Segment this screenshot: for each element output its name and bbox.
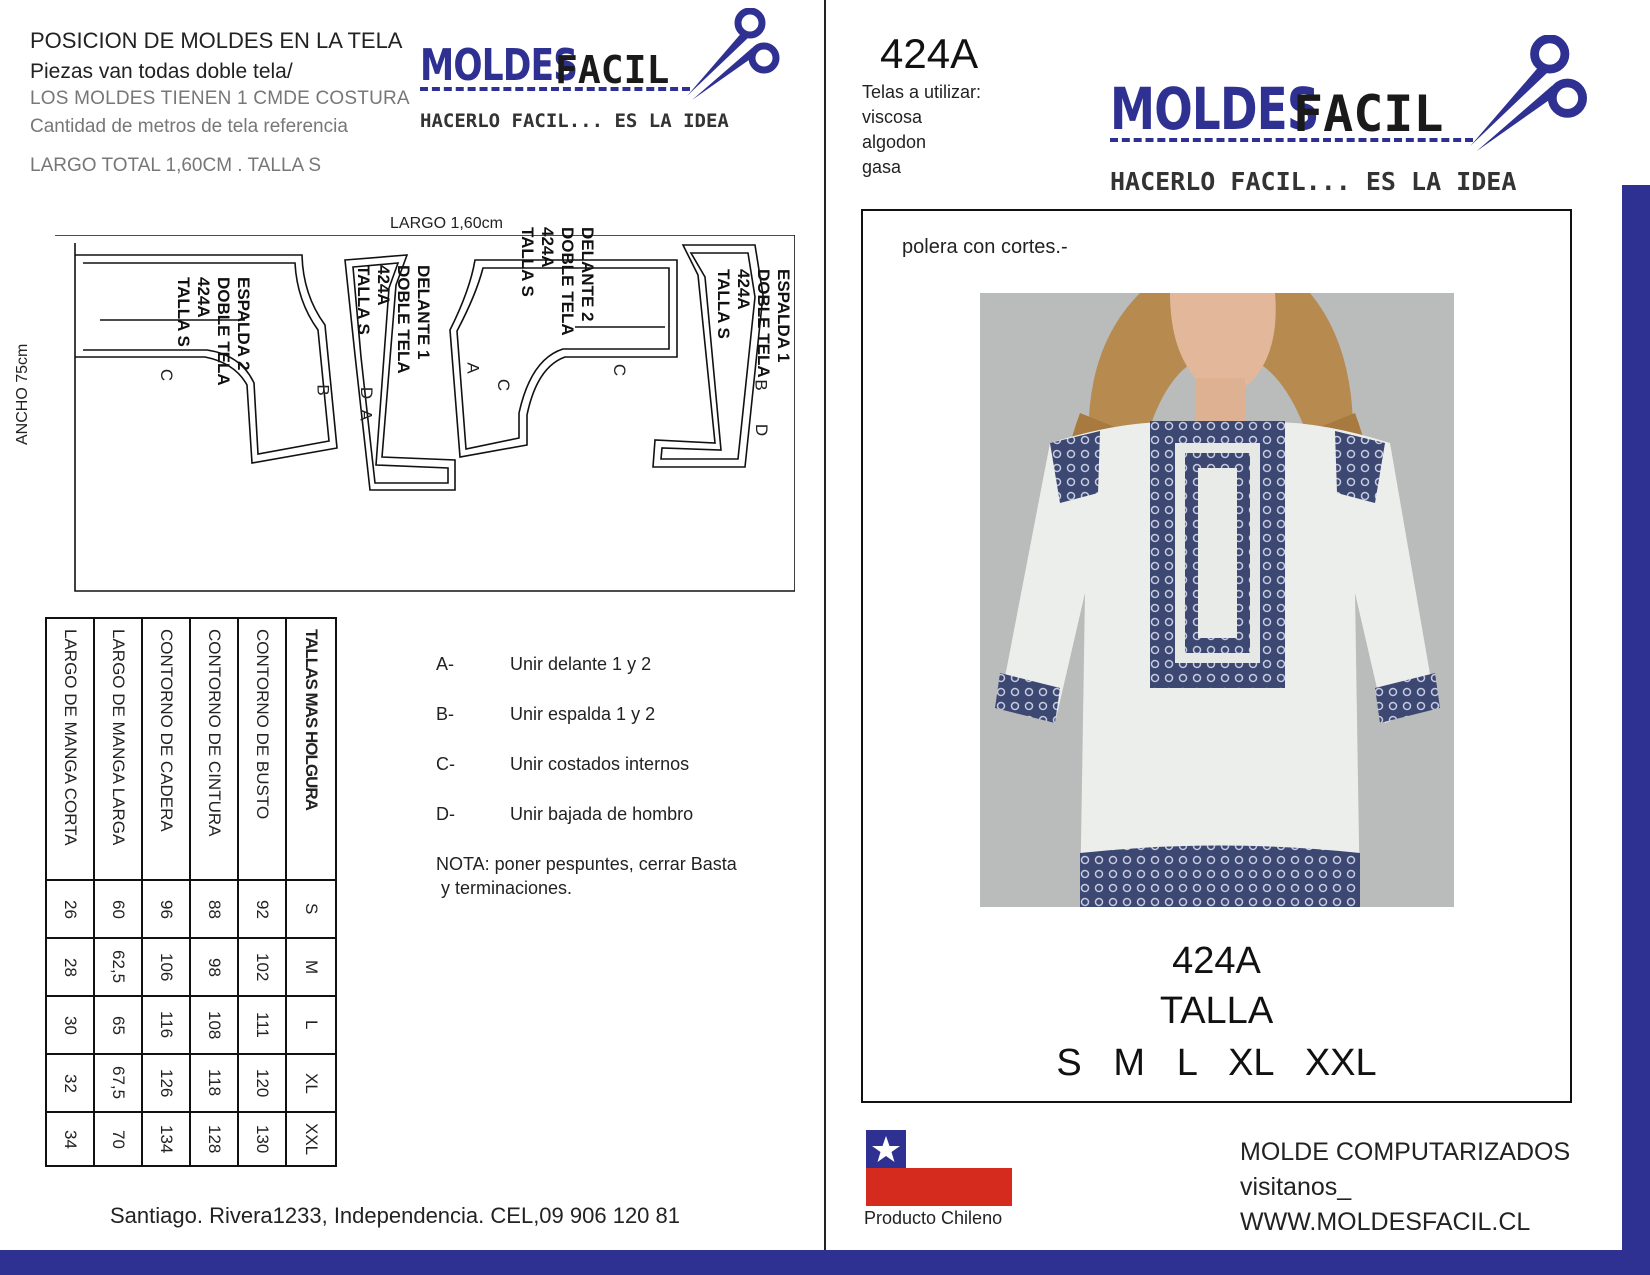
piece-line: TALLA S (174, 277, 193, 347)
value-cell: 70 (109, 1129, 128, 1149)
chile-flag-icon (866, 1130, 1012, 1206)
row-label: LARGO DE MANGA LARGA (109, 629, 128, 846)
size-cell: XL (302, 1072, 321, 1094)
instruction-d-key: D- (436, 804, 455, 824)
piece-line: ESPALDA 1 (774, 269, 793, 363)
value-cell: 32 (61, 1073, 80, 1093)
fabric-item: gasa (862, 157, 902, 177)
row-label: LARGO DE MANGA CORTA (61, 629, 80, 846)
piece-line: DOBLE TELA (214, 277, 233, 386)
size-cell: L (302, 1020, 321, 1030)
piece-line: DOBLE TELA (558, 227, 577, 336)
value-cell: 120 (253, 1068, 272, 1098)
value-cell: 108 (205, 1010, 224, 1040)
model-photo (980, 293, 1454, 907)
seam-letter-a: A (356, 409, 376, 421)
value-cell: 65 (109, 1015, 128, 1035)
piece-delante-2 (518, 227, 706, 336)
product-origin-caption: Producto Chileno (864, 1208, 1003, 1228)
piece-espalda-2 (174, 277, 362, 386)
size-cell: XXL (302, 1122, 321, 1156)
fabric-item: viscosa (862, 107, 923, 127)
blouse-illustration (980, 293, 1454, 907)
value-cell: 134 (157, 1124, 176, 1154)
piece-line: DELANTE 2 (578, 227, 597, 322)
col-contorno-cintura (191, 619, 239, 1165)
card-model-code: 424A (1172, 940, 1261, 982)
value-cell: 88 (205, 899, 224, 919)
piece-line: 424A (734, 269, 753, 310)
value-cell: 106 (157, 952, 176, 982)
logo-word-moldes: MOLDES (420, 40, 578, 91)
value-cell: 128 (205, 1124, 224, 1154)
logo-dashed-line (1110, 138, 1473, 142)
logo-word-facil: FACIL (555, 48, 670, 92)
footer-contact (1240, 1135, 1570, 1240)
value-cell: 96 (157, 899, 176, 919)
logo-word-moldes: MOLDES (1110, 75, 1319, 143)
fabric-length-label: LARGO 1,60cm (390, 215, 503, 232)
brand-logo-right (1110, 75, 1630, 195)
seam-allowance-note: LOS MOLDES TIENEN 1 CMDE COSTURA (30, 88, 410, 109)
value-cell: 28 (61, 957, 80, 977)
seam-letter-c: C (157, 368, 177, 382)
value-cell: 126 (157, 1068, 176, 1098)
col-largo-manga-larga (95, 619, 143, 1165)
row-label: CONTORNO DE BUSTO (253, 629, 272, 820)
website-link[interactable]: WWW.MOLDESFACIL.CL (1240, 1208, 1531, 1236)
row-label: CONTORNO DE CADERA (157, 629, 176, 832)
layout-title: POSICION DE MOLDES EN LA TELA (30, 28, 403, 53)
instruction-c-key: C- (436, 754, 455, 774)
value-cell: 26 (61, 899, 80, 919)
value-cell: 130 (253, 1124, 272, 1154)
value-cell: 30 (61, 1015, 80, 1035)
value-cell: 111 (253, 1012, 272, 1038)
footer-line-visit: visitanos_ (1240, 1173, 1352, 1201)
card-size-range: S M L XL XXL (1056, 1042, 1377, 1084)
seam-letter-b: B (313, 384, 333, 396)
piece-line: TALLA S (518, 227, 537, 297)
product-description: polera con cortes.- (902, 236, 1068, 258)
instruction-b-key: B- (436, 704, 454, 724)
page-divider (824, 0, 826, 1250)
value-cell: 62,5 (109, 950, 128, 984)
piece-line: TALLA S (354, 265, 373, 335)
seam-letter-b: B (751, 379, 771, 391)
size-measurement-table (45, 617, 337, 1167)
instruction-c-text: Unir costados internos (510, 754, 690, 774)
col-contorno-cadera (143, 619, 191, 1165)
instruction-a-text: Unir delante 1 y 2 (510, 654, 652, 674)
piece-line: ESPALDA 2 (234, 277, 253, 371)
note-line-1: NOTA: poner pespuntes, cerrar Basta (436, 854, 737, 874)
piece-line: TALLA S (714, 269, 733, 339)
fabrics-list (862, 80, 981, 180)
right-side-band (1622, 185, 1650, 1250)
footer-line-computerized: MOLDE COMPUTARIZADOS (1240, 1138, 1571, 1166)
seam-letter-c: C (494, 378, 514, 392)
bottom-band (0, 1250, 1650, 1275)
col-contorno-busto (239, 619, 287, 1165)
instruction-a-key: A- (436, 654, 454, 674)
instruction-b-text: Unir espalda 1 y 2 (510, 704, 656, 724)
note-line-2: y terminaciones. (436, 878, 573, 898)
instruction-d-text: Unir bajada de hombro (510, 804, 694, 824)
value-cell: 92 (253, 899, 272, 919)
logo-slogan: HACERLO FACIL... ES LA IDEA (1110, 167, 1517, 196)
col-sizes-header (287, 619, 335, 1165)
piece-line: DOBLE TELA (754, 269, 773, 378)
fabric-item: algodon (862, 132, 927, 152)
contact-address: Santiago. Rivera1233, Independencia. CEL,09 906 120 81 (110, 1203, 680, 1228)
brand-logo-left (420, 40, 800, 140)
fabric-width-label: ANCHO 75cm (14, 343, 31, 445)
card-talla-label: TALLA (1159, 990, 1274, 1032)
sizes-header-label: TALLAS MAS HOLGURA (302, 629, 321, 810)
logo-slogan: HACERLO FACIL... ES LA IDEA (420, 110, 729, 132)
logo-word-facil: FACIL (1293, 85, 1444, 143)
fabrics-title: Telas a utilizar: (862, 82, 982, 102)
seam-letter-c: C (610, 363, 630, 377)
seam-letter-d: D (752, 423, 772, 437)
logo-dashed-line (420, 87, 690, 91)
size-cell: S (302, 903, 321, 915)
value-cell: 116 (157, 1011, 176, 1039)
cutting-layout (55, 227, 795, 593)
piece-line: DOBLE TELA (394, 265, 413, 374)
scissors-icon (1462, 35, 1592, 155)
piece-line: 424A (538, 227, 557, 268)
piece-line: 424A (374, 265, 393, 306)
value-cell: 118 (205, 1069, 224, 1097)
total-length-note: LARGO TOTAL 1,60CM . TALLA S (30, 155, 322, 176)
seam-letter-d: D (357, 386, 377, 400)
value-cell: 60 (109, 899, 128, 919)
model-code: 424A (880, 30, 979, 77)
value-cell: 34 (61, 1129, 80, 1149)
seam-letter-a: A (463, 362, 483, 374)
value-cell: 98 (205, 957, 224, 977)
value-cell: 102 (253, 952, 272, 982)
piece-line: DELANTE 1 (414, 265, 433, 360)
col-largo-manga-corta (47, 619, 95, 1165)
double-fabric-note: Piezas van todas doble tela/ (30, 60, 293, 83)
value-cell: 67,5 (109, 1066, 128, 1100)
piece-line: 424A (194, 277, 213, 318)
row-label: CONTORNO DE CINTURA (205, 629, 224, 837)
scissors-icon (682, 8, 782, 103)
size-cell: M (302, 959, 321, 975)
fabric-quantity-note: Cantidad de metros de tela referencia (30, 116, 348, 137)
